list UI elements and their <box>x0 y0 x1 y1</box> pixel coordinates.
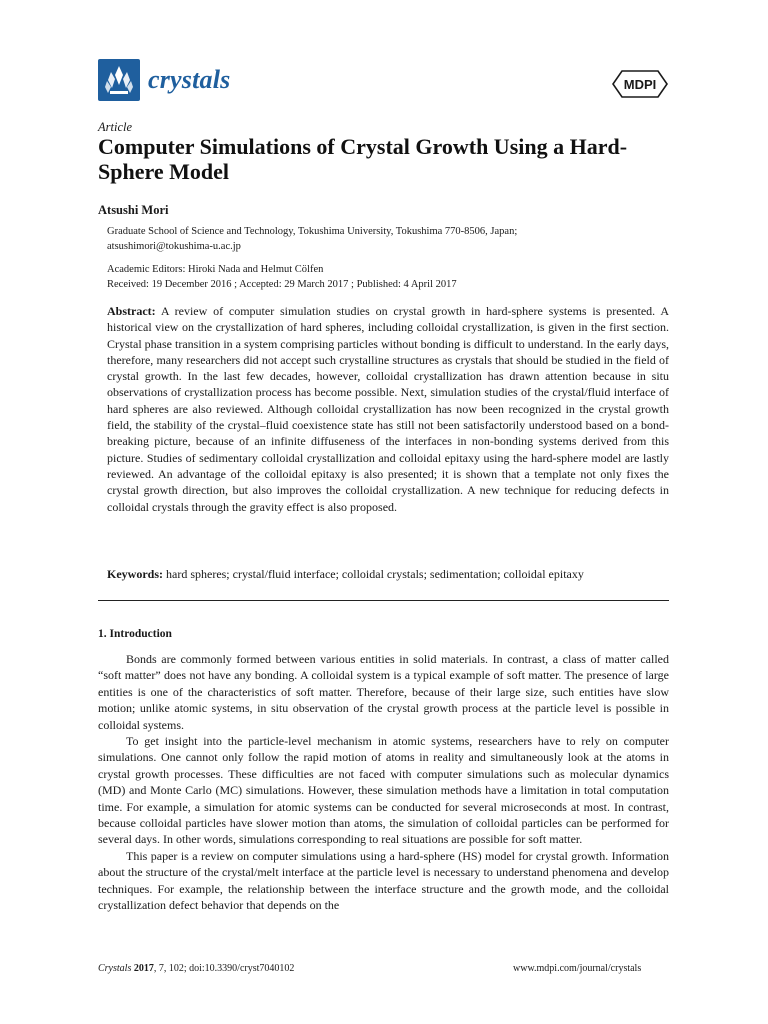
paragraph: Bonds are commonly formed between various entities in solid materials. In contrast, a class of matter called “soft matter” does not have any bonding. A colloidal system is a typical example of soft matter. The presence of large entities is one of the characteristics of soft matter. Therefore, because of their large size, such entities have slow motion; unlike atomic systems, in situ observation of the crystal growth process at the particle level is possible in colloidal systems. <box>98 652 669 732</box>
editorial-info <box>107 262 667 292</box>
abstract-text: A review of computer simulation studies on crystal growth in hard-sphere systems is presented. A historical view on the crystallization of hard spheres, including colloidal crystallization, is given in the first section. Crystal phase transition in a system comprising particles without bonding is difficult to understand. In the early days, therefore, many researchers did not accept such crystalline structures as crystals that should be studied in the field of crystal growth. In the last few decades, however, colloidal crystallization has drawn attention because in situ observations of crystallization process has become possible. Next, simulation studies of the crystal/fluid interface of hard spheres are also reviewed. Although colloidal crystallization has now been recognized in the crystal growth field, the stability of the crystal–fluid coexistence state has still not been satisfactorily understood based on a bond-breaking picture, because of an infinite diffuseness of the interfaces in non-bonding systems derived from this picture. Studies of sedimentary colloidal crystallization and colloidal epitaxy using the hard-sphere model are lastly reviewed. An advantage of the colloidal epitaxy is also presented; it is shown that a template not only fixes the crystal growth direction, but also improves the colloidal crystallization. A new technique for reducing defects in colloidal crystals through the gravity effect is also proposed. <box>107 304 670 514</box>
abstract <box>107 303 669 515</box>
publisher-name: MDPI <box>623 77 657 92</box>
section-divider <box>98 600 669 601</box>
footer-year: 2017 <box>133 963 154 974</box>
journal-logo <box>98 59 230 101</box>
journal-name: crystals <box>148 65 231 94</box>
keywords-text: hard spheres; crystal/fluid interface; colloidal crystals; sedimentation; colloidal epitaxy <box>166 567 584 581</box>
footer-citation-rest: , 7, 102; doi:10.3390/cryst7040102 <box>153 963 295 974</box>
abstract-label: Abstract: <box>107 304 156 318</box>
section-heading: 1. Introduction <box>98 628 172 640</box>
academic-editors: Academic Editors: Hiroki Nada and Helmut Cölfen <box>107 264 324 275</box>
footer-url[interactable]: www.mdpi.com/journal/crystals <box>513 963 642 974</box>
paragraph: This paper is a review on computer simulations using a hard-sphere (HS) model for crystal growth. Information about the structure of the crystal/melt interface at the particle level is necessary to understand phenomena and develop techniques. For example, the relationship between the interface structure and the growth mode, and the colloidal crystallization defect behavior that depends on the <box>98 848 669 913</box>
footer-citation <box>98 963 294 974</box>
paragraph: To get insight into the particle-level mechanism in atomic systems, researchers have to rely on computer simulations. One cannot only follow the rapid motion of atoms in reality and simultaneously look at the atoms in crystal growth processes. These difficulties are not faced with computer simulations such as molecular dynamics (MD) and Monte Carlo (MC) simulations. However, these simulation methods have a limitation in total computation time. For example, a simulation for atomic systems can be conducted for several microseconds at most. In contrast, because colloidal particles have slower motion than atoms, the simulation of colloidal particles can be performed for several days. In other words, simulations corresponding to real situations are possible for soft matter. <box>98 734 669 847</box>
keywords-label: Keywords: <box>107 567 163 581</box>
author-email: atsushimori@tokushima-u.ac.jp <box>107 241 241 252</box>
mdpi-logo-icon <box>612 70 668 103</box>
keywords <box>107 567 669 582</box>
paper-title: Computer Simulations of Crystal Growth Using a Hard-Sphere Model <box>98 134 628 184</box>
affiliation-line: Graduate School of Science and Technology, Tokushima University, Tokushima 770-8506, Japan; <box>107 226 518 237</box>
article-type: Article <box>98 120 133 134</box>
affiliation <box>107 224 667 254</box>
crystal-cluster-icon <box>98 59 140 101</box>
section-body <box>98 651 669 914</box>
author-list: Atsushi Mori <box>98 203 169 217</box>
publication-dates: Received: 19 December 2016 ; Accepted: 29 March 2017 ; Published: 4 April 2017 <box>107 279 457 290</box>
footer-journal: Crystals <box>98 963 132 974</box>
